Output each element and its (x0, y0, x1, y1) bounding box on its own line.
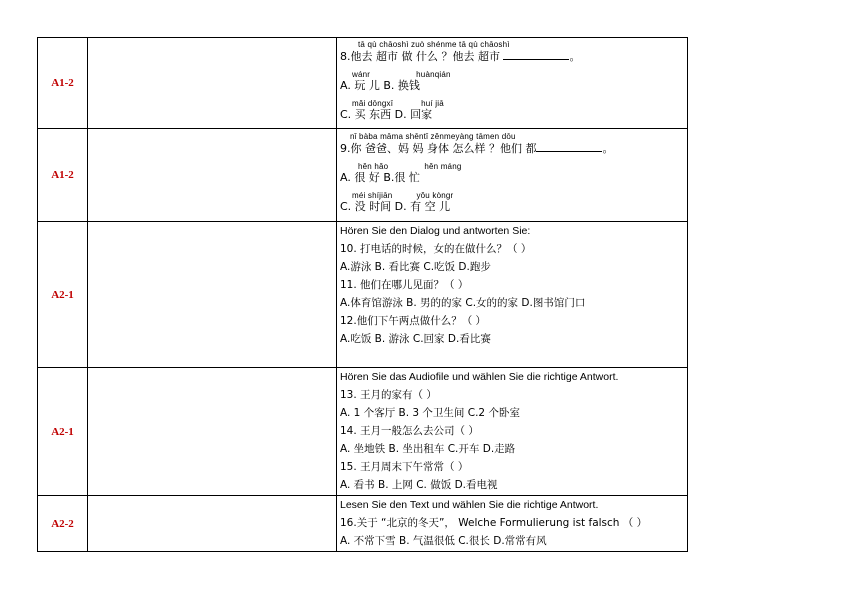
options-line: A. 不常下雪 B. 气温很低 C.很长 D.常常有风 (340, 535, 547, 547)
level-cell: A1-2 (38, 38, 88, 129)
table-row (38, 129, 688, 222)
table-row (38, 222, 688, 368)
options-line: A.吃饭 B. 游泳 C.回家 D.看比赛 (340, 333, 491, 345)
blank-cell (88, 368, 337, 496)
level-cell: A2-2 (38, 496, 88, 552)
question-9-cell (337, 129, 688, 222)
level-cell: A1-2 (38, 129, 88, 222)
question-line: 11. 他们在哪儿见面？（ ） (340, 279, 469, 291)
question-line: 15. 王月周末下午常常（ ） (340, 461, 469, 473)
options-line: A.游泳 B. 看比赛 C.吃饭 D.跑步 (340, 261, 491, 273)
table-row (38, 496, 688, 552)
blank-cell (88, 38, 337, 129)
question-line: 12.他们下午两点做什么？（ ） (340, 315, 487, 327)
instruction-text: Lesen Sie den Text und wählen Sie die richtige Antwort. (340, 499, 599, 511)
pinyin-line: nǐ bàba māma shēntǐ zěnmeyàng tāmen dōu (350, 132, 516, 141)
options-line: A. 看书 B. 上网 C. 做饭 D.看电视 (340, 479, 498, 491)
pinyin-line: tā qù chāoshì zuò shénme tā qù chāoshì (358, 40, 510, 49)
options-line: A. 1 个客厅 B. 3 个卫生间 C.2 个卧室 (340, 407, 520, 419)
table-row (38, 38, 688, 129)
options-cd: C. 没 时间 D. 有 空 儿 (340, 200, 451, 213)
pinyin-line: mǎi dōngxī huí jiā (352, 99, 444, 108)
question-line: 13. 王月的家有（ ） (340, 389, 437, 401)
question-table (37, 37, 688, 552)
level-cell: A2-1 (38, 368, 88, 496)
pinyin-line: wánr huànqián (352, 70, 451, 79)
blank-cell (88, 496, 337, 552)
pinyin-line: hěn hǎo hěn máng (358, 162, 462, 171)
level-cell: A2-1 (38, 222, 88, 368)
blank-cell (88, 222, 337, 368)
instruction-text: Hören Sie den Dialog und antworten Sie: (340, 225, 531, 237)
options-line: A. 坐地铁 B. 坐出租车 C.开车 D.走路 (340, 443, 516, 455)
pinyin-line: méi shíjiān yǒu kòngr (352, 191, 454, 200)
question-8-cell (337, 38, 688, 129)
question-line: 14. 王月一般怎么去公司（ ） (340, 425, 479, 437)
question-8-text: 8.他去 超市 做 什么 ？他去 超市 。 (340, 50, 581, 63)
listening-section-cell (337, 222, 688, 368)
options-ab: A. 很 好 B.很 忙 (340, 171, 420, 184)
question-line: 16.关于 “北京的冬天”， Welche Formulierung ist falsch （ ） (340, 517, 648, 529)
question-9-text: 9.你 爸爸、妈 妈 身体 怎么样 ？他们 都 。 (340, 142, 614, 155)
answer-blank[interactable] (503, 49, 569, 60)
table-row (38, 368, 688, 496)
options-cd: C. 买 东西 D. 回家 (340, 108, 433, 121)
reading-section-cell (337, 496, 688, 552)
options-line: A.体育馆游泳 B. 男的的家 C.女的的家 D.图书馆门口 (340, 297, 586, 309)
instruction-text: Hören Sie das Audiofile und wählen Sie die richtige Antwort. (340, 371, 619, 383)
options-ab: A. 玩 儿 B. 换钱 (340, 79, 420, 92)
answer-blank[interactable] (536, 141, 602, 152)
question-line: 10. 打电话的时候，女的在做什么？（ ） (340, 243, 532, 255)
blank-cell (88, 129, 337, 222)
audio-section-cell (337, 368, 688, 496)
